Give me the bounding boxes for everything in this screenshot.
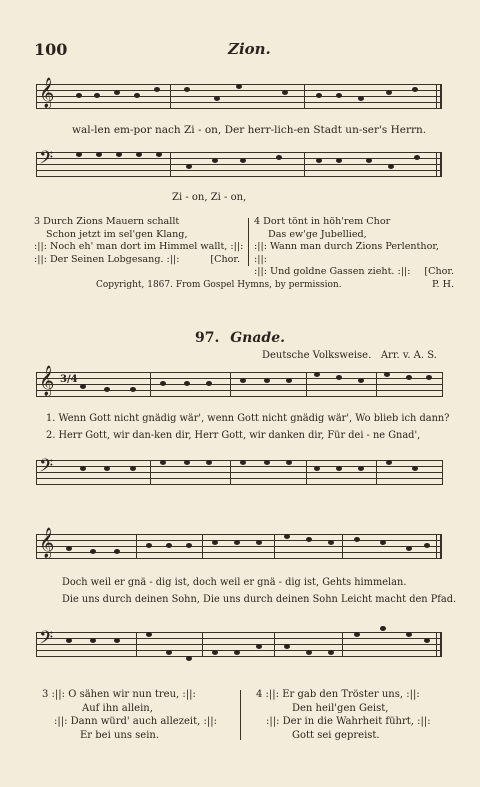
note-head <box>380 540 386 545</box>
stanza-line: Schon jetzt im sel'gen Klang, <box>46 228 188 240</box>
bar-line <box>36 460 37 485</box>
note-head <box>284 534 290 539</box>
stanza-line: :||: Noch eh' man dort im Himmel wallt, :||: <box>34 241 244 252</box>
bar-line <box>170 152 171 177</box>
time-signature: 3/4 <box>60 374 78 385</box>
note-head <box>386 90 392 95</box>
page-number: 100 <box>34 40 68 59</box>
bar-line <box>36 372 37 397</box>
hymn-a-stanza-3 <box>34 216 244 266</box>
staff-line <box>36 164 442 165</box>
note-head <box>316 158 322 163</box>
note-head <box>134 93 140 98</box>
note-head <box>146 632 152 637</box>
note-head <box>336 158 342 163</box>
bar-line <box>170 84 171 109</box>
treble-clef-icon: 𝄞 <box>39 78 55 108</box>
bar-line <box>436 632 437 657</box>
note-head <box>328 650 334 655</box>
staff-b2-treble <box>36 528 442 560</box>
bar-line <box>436 534 437 559</box>
note-head <box>388 164 394 169</box>
staff-line <box>36 102 442 103</box>
bar-line <box>376 372 377 397</box>
staff-line <box>36 638 442 639</box>
note-head <box>76 93 82 98</box>
bar-line <box>150 372 151 397</box>
note-head <box>206 460 212 465</box>
note-head <box>336 93 342 98</box>
note-head <box>154 87 160 92</box>
bar-line <box>342 632 343 657</box>
staff-line <box>36 552 442 553</box>
note-head <box>76 152 82 157</box>
staff-line <box>36 90 442 91</box>
hymn-title: Gnade. <box>230 330 285 346</box>
note-head <box>66 546 72 551</box>
bar-line <box>440 84 442 109</box>
stanza-line: :||: Wann man durch Zions Perlenthor, :||: <box>254 241 439 265</box>
stanza-line: 3 Durch Zions Mauern schallt <box>34 216 180 227</box>
note-head <box>104 466 110 471</box>
staff-line <box>36 176 442 177</box>
note-head <box>406 546 412 551</box>
note-head <box>406 375 412 380</box>
note-head <box>240 158 246 163</box>
bar-line <box>440 152 442 177</box>
treble-clef-icon: 𝄞 <box>39 528 55 558</box>
staff-line <box>36 396 442 397</box>
bar-line <box>436 152 437 177</box>
copyright-line: Copyright, 1867. From Gospel Hymns, by permission. <box>96 280 342 290</box>
note-head <box>66 638 72 643</box>
note-head <box>380 626 386 631</box>
bass-clef-icon: 𝄢 <box>39 456 54 481</box>
running-title: Zion. <box>228 40 271 58</box>
bar-line <box>136 534 137 559</box>
note-head <box>90 549 96 554</box>
staff-line <box>36 372 442 373</box>
bar-line <box>442 372 443 397</box>
staff-b1-treble <box>36 366 442 398</box>
bar-line <box>36 534 37 559</box>
hymn-number: 97. <box>194 330 220 346</box>
staff-line <box>36 384 442 385</box>
note-head <box>236 84 242 89</box>
staff-b1-bass <box>36 456 442 486</box>
note-head <box>212 158 218 163</box>
note-head <box>186 164 192 169</box>
note-head <box>386 460 392 465</box>
staff-line <box>36 390 442 391</box>
note-head <box>336 466 342 471</box>
bar-line <box>36 152 37 177</box>
bass-clef-icon: 𝄢 <box>39 628 54 653</box>
note-head <box>206 381 212 386</box>
note-head <box>282 90 288 95</box>
bar-line <box>436 84 437 109</box>
staff-line <box>36 466 442 467</box>
stanza-line: Auf ihn allein, <box>82 702 153 714</box>
note-head <box>286 378 292 383</box>
hymn-b-stanza-4 <box>256 688 456 742</box>
bar-line <box>230 372 231 397</box>
stanza-divider <box>240 690 241 740</box>
staff-line <box>36 484 442 485</box>
note-head <box>136 152 142 157</box>
note-head <box>256 644 262 649</box>
bar-line <box>342 534 343 559</box>
stanza-line: :||: Der Seinen Lobgesang. :||: <box>34 253 180 265</box>
chorus-marker: [Chor. <box>424 266 454 277</box>
note-head <box>336 375 342 380</box>
bar-line <box>136 632 137 657</box>
staff-line <box>36 460 442 461</box>
staff-line <box>36 478 442 479</box>
note-head <box>240 378 246 383</box>
hymn-title-row <box>0 330 480 346</box>
bar-line <box>150 460 151 485</box>
stanza-line: Er bei uns sein. <box>80 729 160 741</box>
hymn-a-bass-lyric: Zi - on, Zi - on, <box>172 192 247 203</box>
staff-line <box>36 632 442 633</box>
bar-line <box>274 632 275 657</box>
note-head <box>80 466 86 471</box>
hymn-a-lyric: wal-len em-por nach Zi - on, Der herr-lich-en Stadt un-ser's Herrn. <box>72 124 427 136</box>
note-head <box>354 537 360 542</box>
bar-line <box>304 84 305 109</box>
note-head <box>264 378 270 383</box>
note-head <box>166 650 172 655</box>
note-head <box>96 152 102 157</box>
stanza-line: Das ew'ge Jubellied, <box>268 228 367 240</box>
note-head <box>160 381 166 386</box>
note-head <box>114 90 120 95</box>
stanza-line: 4 Dort tönt in höh'rem Chor <box>254 216 391 227</box>
stanza-line: Den heil'gen Geist, <box>292 702 389 714</box>
hymn-b-verse2-line2: Die uns durch deinen Sohn, Die uns durch deinen Sohn Leicht macht den Pfad. <box>62 594 457 605</box>
note-head <box>358 466 364 471</box>
note-head <box>314 466 320 471</box>
note-head <box>240 460 246 465</box>
note-head <box>412 466 418 471</box>
note-head <box>316 93 322 98</box>
bar-line <box>306 372 307 397</box>
note-head <box>426 375 432 380</box>
note-head <box>306 650 312 655</box>
note-head <box>186 656 192 661</box>
staff-line <box>36 546 442 547</box>
staff-line <box>36 158 442 159</box>
stanza-line: 4 :||: Er gab den Tröster uns, :||: <box>256 689 420 700</box>
note-head <box>94 93 100 98</box>
note-head <box>414 155 420 160</box>
bar-line <box>274 534 275 559</box>
bar-line <box>202 632 203 657</box>
hymn-b-verse1-line1: 1. Wenn Gott nicht gnädig wär', wenn Gott nicht gnädig wär', Wo blieb ich dann? <box>46 413 450 424</box>
note-head <box>116 152 122 157</box>
stanza-line: :||: Der in die Wahrheit führt, :||: <box>266 716 431 727</box>
staff-b2-bass <box>36 628 442 658</box>
note-head <box>166 543 172 548</box>
note-head <box>114 638 120 643</box>
note-head <box>160 460 166 465</box>
staff-line <box>36 108 442 109</box>
bar-line <box>442 460 443 485</box>
hymn-b-verse1-line2: Doch weil er gnä - dig ist, doch weil er gnä - dig ist, Gehts himmelan. <box>62 577 407 588</box>
note-head <box>328 540 334 545</box>
staff-line <box>36 644 442 645</box>
stanza-divider <box>248 218 249 266</box>
note-head <box>130 466 136 471</box>
staff-line <box>36 472 442 473</box>
note-head <box>424 543 430 548</box>
note-head <box>234 650 240 655</box>
note-head <box>114 549 120 554</box>
bar-line <box>36 84 37 109</box>
stanza-line: :||: Und goldne Gassen zieht. :||: <box>254 266 411 277</box>
hymn-b-stanza-3 <box>42 688 232 742</box>
note-head <box>186 543 192 548</box>
staff-line <box>36 378 442 379</box>
bar-line <box>36 632 37 657</box>
note-head <box>286 460 292 465</box>
note-head <box>412 87 418 92</box>
bar-line <box>440 534 442 559</box>
note-head <box>306 537 312 542</box>
hymn-b-verse2-line1: 2. Herr Gott, wir dan-ken dir, Herr Gott, wir danken dir, Für dei - ne Gnad', <box>46 430 421 441</box>
treble-clef-icon: 𝄞 <box>39 366 55 396</box>
note-head <box>184 460 190 465</box>
note-head <box>276 155 282 160</box>
bar-line <box>304 152 305 177</box>
hymn-attribution: Deutsche Volksweise. Arr. v. A. S. <box>262 350 437 361</box>
note-head <box>212 650 218 655</box>
note-head <box>130 387 136 392</box>
bar-line <box>376 460 377 485</box>
note-head <box>104 387 110 392</box>
note-head <box>284 644 290 649</box>
bar-line <box>202 534 203 559</box>
bar-line <box>230 460 231 485</box>
note-head <box>406 632 412 637</box>
note-head <box>214 96 220 101</box>
staff-line <box>36 656 442 657</box>
note-head <box>264 460 270 465</box>
bar-line <box>306 460 307 485</box>
note-head <box>366 158 372 163</box>
note-head <box>424 638 430 643</box>
note-head <box>80 384 86 389</box>
note-head <box>354 632 360 637</box>
note-head <box>212 540 218 545</box>
note-head <box>256 540 262 545</box>
note-head <box>358 96 364 101</box>
stanza-line: 3 :||: O sähen wir nun treu, :||: <box>42 689 196 700</box>
staff-line <box>36 558 442 559</box>
note-head <box>184 381 190 386</box>
note-head <box>156 152 162 157</box>
bass-clef-icon: 𝄢 <box>39 148 54 173</box>
staff-a-treble <box>36 78 442 110</box>
note-head <box>234 540 240 545</box>
staff-a-bass <box>36 148 442 178</box>
staff-line <box>36 170 442 171</box>
staff-line <box>36 534 442 535</box>
note-head <box>184 87 190 92</box>
note-head <box>358 378 364 383</box>
note-head <box>146 543 152 548</box>
author-initials: P. H. <box>431 278 454 290</box>
note-head <box>384 372 390 377</box>
note-head <box>90 638 96 643</box>
stanza-line: Gott sei gepreist. <box>292 729 380 741</box>
stanza-line: :||: Dann würd' auch allezeit, :||: <box>54 716 217 727</box>
chorus-marker: [Chor. <box>210 253 240 265</box>
bar-line <box>440 632 442 657</box>
note-head <box>314 372 320 377</box>
